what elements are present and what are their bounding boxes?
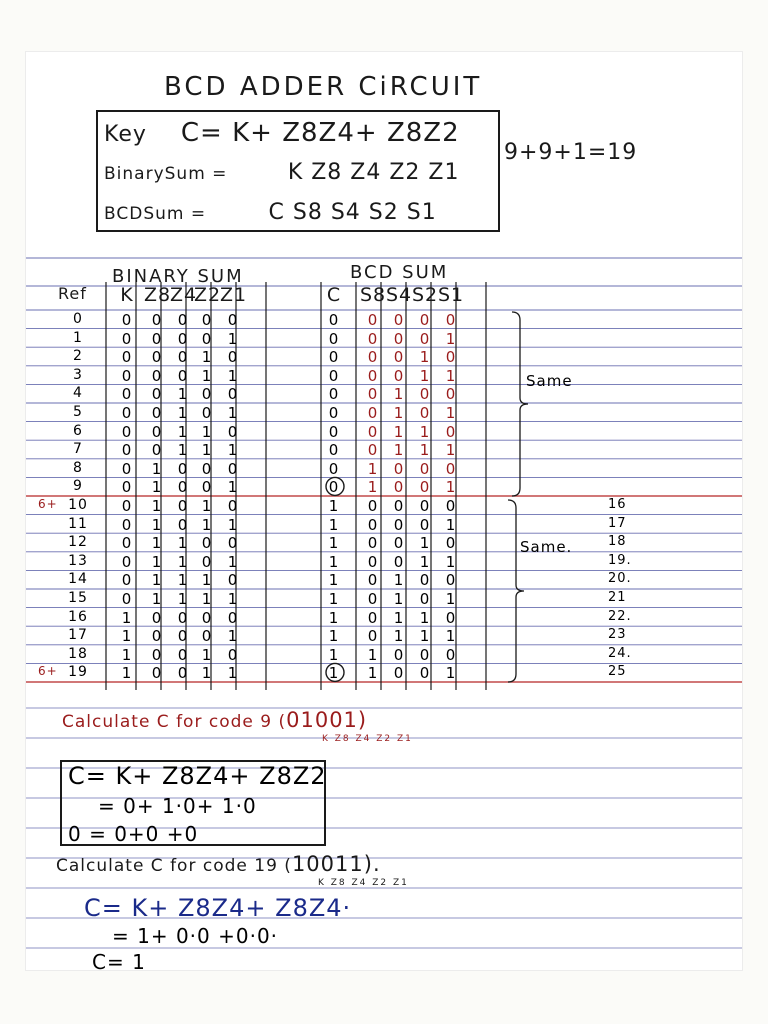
bcd-bit-s1: 1 — [445, 664, 457, 683]
binary-bit-z2: 1 — [201, 441, 213, 460]
binary-bit-z8: 1 — [151, 478, 163, 497]
calc-code19-code: 10011 — [291, 852, 364, 876]
calc-code9-line3: 0 = 0+0 +0 — [68, 822, 199, 846]
bcd-bit-s1: 1 — [445, 478, 457, 497]
row-ref: 1 — [73, 329, 83, 346]
bcd-bit-s1: 1 — [445, 441, 457, 460]
decimal-value: 16 — [608, 497, 627, 512]
bcd-bit-c: 0 — [328, 404, 340, 422]
binary-bit-z4: 1 — [177, 552, 189, 571]
binary-bit-k: 0 — [121, 385, 133, 404]
page-title: BCD ADDER CiRCUIT — [164, 72, 483, 102]
binary-bit-k: 0 — [121, 515, 133, 534]
bcd-bit-s4: 1 — [393, 590, 405, 608]
binary-bit-z1: 0 — [227, 385, 239, 404]
binary-bit-z2: 1 — [201, 497, 213, 515]
binary-bit-z4: 0 — [177, 329, 189, 348]
column-header-z8: Z8 — [144, 284, 172, 306]
binary-bit-z4: 1 — [177, 590, 189, 608]
calc-code19-code-sub: K Z8 Z4 Z2 Z1 — [318, 878, 409, 888]
binary-bit-z8: 0 — [151, 627, 163, 646]
row-ref: 14 — [68, 571, 88, 588]
row-prefix: 6+ — [38, 497, 58, 511]
column-header-s8: S8 — [360, 284, 387, 306]
bcd-bit-s8: 0 — [367, 627, 379, 646]
bcd-bit-s8: 0 — [367, 497, 379, 515]
bcd-bit-c: 1 — [328, 571, 340, 590]
bcd-bit-s1: 1 — [445, 515, 457, 534]
binary-bit-z4: 1 — [177, 571, 189, 590]
row-ref: 12 — [68, 534, 88, 551]
row-ref: 13 — [68, 552, 88, 569]
example-equation: 9+9+1=19 — [504, 140, 638, 165]
binary-bit-k: 1 — [121, 645, 133, 664]
binary-bit-z1: 1 — [227, 552, 239, 571]
bcd-bit-s2: 0 — [419, 590, 431, 608]
bcd-bit-s8: 0 — [367, 552, 379, 571]
bcd-bit-c: 0 — [328, 348, 340, 367]
bcd-bit-c: 0 — [328, 478, 340, 497]
bcd-bit-s1: 0 — [445, 645, 457, 664]
bcd-bit-s4: 1 — [393, 441, 405, 460]
bcd-bit-s4: 0 — [393, 664, 405, 683]
bcd-bit-c: 0 — [328, 311, 340, 329]
binary-sum-label: BinarySum = — [104, 164, 228, 184]
bcd-bit-s8: 0 — [367, 348, 379, 367]
binary-bit-z4: 1 — [177, 385, 189, 404]
binary-bit-k: 1 — [121, 608, 133, 627]
bcd-bit-c: 0 — [328, 385, 340, 404]
bcd-bit-s4: 0 — [393, 645, 405, 664]
calc-code9-line1: C= K+ Z8Z4+ Z8Z2 — [68, 762, 327, 790]
row-ref: 15 — [68, 590, 88, 606]
same-label-bottom: Same. — [520, 538, 573, 556]
calc-code9-text: Calculate C for code 9 ( — [62, 712, 287, 732]
bcd-bit-s1: 0 — [445, 311, 457, 329]
binary-bit-z4: 1 — [177, 404, 189, 422]
binary-bit-z1: 1 — [227, 590, 239, 608]
binary-bit-z4: 0 — [177, 348, 189, 367]
binary-bit-z2: 1 — [201, 422, 213, 441]
bcd-bit-s4: 0 — [393, 478, 405, 497]
bcd-bit-s4: 0 — [393, 515, 405, 534]
column-header-z1: Z1 — [220, 284, 248, 306]
binary-bit-z8: 1 — [151, 497, 163, 515]
bcd-bit-s2: 1 — [419, 608, 431, 627]
column-header-s2: S2 — [412, 284, 439, 306]
binary-bit-z8: 1 — [151, 534, 163, 553]
binary-bit-k: 0 — [121, 478, 133, 497]
binary-bit-z1: 1 — [227, 515, 239, 534]
binary-bit-z4: 0 — [177, 645, 189, 664]
row-ref: 19 — [68, 664, 88, 681]
bcd-bit-s8: 1 — [367, 478, 379, 497]
binary-bit-z8: 0 — [151, 329, 163, 348]
bcd-bit-s1: 1 — [445, 366, 457, 385]
bcd-bit-s4: 1 — [393, 404, 405, 422]
binary-bit-z2: 1 — [201, 645, 213, 664]
bcd-bit-c: 1 — [328, 515, 340, 534]
bcd-bit-s8: 0 — [367, 311, 379, 329]
calc-code19-line2: = 1+ 0·0 +0·0· — [112, 924, 279, 948]
bcd-bit-s8: 1 — [367, 664, 379, 683]
binary-sum-header: BINARY SUM — [112, 266, 244, 287]
binary-bit-z1: 0 — [227, 497, 239, 515]
binary-bit-z2: 0 — [201, 552, 213, 571]
binary-bit-z8: 0 — [151, 422, 163, 441]
binary-bit-z1: 0 — [227, 311, 239, 329]
bcd-bit-s4: 1 — [393, 627, 405, 646]
row-ref: 16 — [68, 608, 88, 625]
bcd-bit-s2: 1 — [419, 441, 431, 460]
bcd-bit-s4: 0 — [393, 552, 405, 571]
column-header-z4: Z4 — [170, 284, 198, 306]
calc-code19-line1: C= K+ Z8Z4+ Z8Z4· — [84, 894, 352, 922]
binary-bit-k: 0 — [121, 422, 133, 441]
calc-code19-text: Calculate C for code 19 ( — [56, 856, 292, 876]
bcd-bit-s8: 1 — [367, 459, 379, 478]
calc-code19-heading — [56, 852, 409, 888]
bcd-sum-header: BCD SUM — [350, 262, 449, 283]
column-header-s1: S1 — [438, 284, 465, 306]
bcd-bit-s2: 0 — [419, 478, 431, 497]
binary-bit-z4: 0 — [177, 366, 189, 385]
binary-bit-z4: 1 — [177, 534, 189, 553]
same-brace-bottom — [508, 500, 524, 682]
binary-bit-z2: 0 — [201, 534, 213, 553]
bcd-bit-s4: 1 — [393, 571, 405, 590]
row-ref: 4 — [73, 385, 83, 402]
binary-bit-z2: 1 — [201, 590, 213, 608]
bcd-bit-c: 0 — [328, 329, 340, 348]
bcd-bit-s2: 1 — [419, 534, 431, 553]
bcd-bit-s1: 1 — [445, 329, 457, 348]
decimal-value: 18 — [608, 534, 627, 550]
column-header-k: K — [120, 284, 134, 306]
binary-bit-z4: 1 — [177, 441, 189, 460]
bcd-bit-s4: 0 — [393, 311, 405, 329]
calc-code9-heading — [62, 708, 413, 744]
bcd-bit-s1: 1 — [445, 590, 457, 608]
column-header-ref: Ref — [58, 284, 87, 303]
bcd-bit-c: 1 — [328, 497, 340, 515]
binary-bit-z1: 0 — [227, 608, 239, 627]
binary-bit-z1: 1 — [227, 478, 239, 497]
bcd-bit-c: 1 — [328, 645, 340, 664]
bcd-bit-s2: 1 — [419, 627, 431, 646]
bcd-bit-s1: 1 — [445, 552, 457, 571]
bcd-bit-s8: 0 — [367, 329, 379, 348]
row-ref: 5 — [73, 404, 83, 420]
bcd-bit-s4: 0 — [393, 534, 405, 553]
binary-bit-z1: 1 — [227, 366, 239, 385]
bcd-bit-c: 1 — [328, 627, 340, 646]
row-ref: 18 — [68, 645, 88, 662]
binary-bit-k: 0 — [121, 459, 133, 478]
decimal-value: 17 — [608, 515, 627, 531]
bcd-bit-s1: 0 — [445, 422, 457, 441]
bcd-bit-s8: 0 — [367, 404, 379, 422]
binary-bit-z2: 1 — [201, 571, 213, 590]
bcd-bit-s1: 0 — [445, 571, 457, 590]
row-ref: 9 — [73, 478, 83, 495]
bcd-bit-s4: 0 — [393, 348, 405, 367]
binary-bit-z1: 1 — [227, 404, 239, 422]
column-header-z2: Z2 — [194, 284, 222, 306]
same-label-top: Same — [526, 372, 573, 390]
binary-bit-z2: 0 — [201, 459, 213, 478]
binary-bit-z4: 0 — [177, 311, 189, 329]
bcd-bit-s8: 0 — [367, 590, 379, 608]
binary-bit-k: 0 — [121, 534, 133, 553]
bcd-bit-s2: 0 — [419, 664, 431, 683]
bcd-bit-s4: 0 — [393, 366, 405, 385]
binary-bit-k: 0 — [121, 348, 133, 367]
binary-bit-z8: 1 — [151, 571, 163, 590]
binary-bit-z8: 1 — [151, 590, 163, 608]
bcd-bit-c: 1 — [328, 552, 340, 571]
bcd-bit-s2: 1 — [419, 422, 431, 441]
bcd-bit-s2: 1 — [419, 348, 431, 367]
bcd-bit-c: 0 — [328, 441, 340, 460]
binary-bit-k: 0 — [121, 571, 133, 590]
binary-bit-z1: 1 — [227, 664, 239, 683]
binary-bit-z8: 0 — [151, 385, 163, 404]
bcd-bit-s1: 0 — [445, 385, 457, 404]
calc-code19-close: ). — [363, 852, 381, 876]
column-header-c: C — [326, 284, 342, 306]
bcd-bit-s2: 1 — [419, 552, 431, 571]
bcd-bit-s8: 0 — [367, 515, 379, 534]
bcd-bit-s1: 0 — [445, 534, 457, 553]
bcd-sum-label: BCDSum = — [104, 204, 207, 224]
bcd-bit-s8: 0 — [367, 534, 379, 553]
binary-bit-z8: 1 — [151, 552, 163, 571]
bcd-bit-s2: 0 — [419, 459, 431, 478]
bcd-bit-s8: 0 — [367, 608, 379, 627]
bcd-bit-s8: 1 — [367, 645, 379, 664]
calc-code9-code-sub: K Z8 Z4 Z2 Z1 — [322, 734, 413, 744]
binary-bit-z1: 0 — [227, 459, 239, 478]
binary-bit-z2: 0 — [201, 608, 213, 627]
bcd-bit-s2: 0 — [419, 404, 431, 422]
binary-bit-z2: 0 — [201, 478, 213, 497]
bcd-bit-c: 1 — [328, 590, 340, 608]
decimal-value: 25 — [608, 664, 627, 680]
bcd-bit-s2: 0 — [419, 515, 431, 534]
binary-bit-z2: 0 — [201, 627, 213, 646]
bcd-bit-c: 1 — [328, 664, 340, 683]
bcd-bit-s2: 0 — [419, 329, 431, 348]
binary-bit-k: 1 — [121, 664, 133, 683]
binary-bit-z2: 0 — [201, 311, 213, 329]
binary-bit-z4: 0 — [177, 478, 189, 497]
bcd-bit-s1: 0 — [445, 497, 457, 515]
row-ref: 3 — [73, 366, 83, 383]
bcd-bit-s8: 0 — [367, 422, 379, 441]
binary-bit-z1: 0 — [227, 422, 239, 441]
bcd-bit-s4: 0 — [393, 329, 405, 348]
binary-bit-z2: 1 — [201, 515, 213, 534]
row-prefix: 6+ — [38, 664, 58, 679]
bcd-bit-s8: 0 — [367, 366, 379, 385]
bcd-bit-c: 1 — [328, 608, 340, 627]
bcd-bit-s1: 1 — [445, 627, 457, 646]
binary-bit-z2: 1 — [201, 664, 213, 683]
decimal-value: 24. — [608, 645, 632, 661]
binary-bit-z4: 0 — [177, 608, 189, 627]
binary-bit-z1: 0 — [227, 571, 239, 590]
bcd-bit-s2: 0 — [419, 645, 431, 664]
binary-bit-k: 0 — [121, 366, 133, 385]
binary-bit-z8: 0 — [151, 664, 163, 683]
bcd-bit-s2: 0 — [419, 571, 431, 590]
calc-code9-code: 01001 — [286, 708, 358, 732]
binary-bit-z1: 1 — [227, 329, 239, 348]
binary-bit-k: 1 — [121, 627, 133, 646]
calc-code9-line2: = 0+ 1·0+ 1·0 — [98, 794, 257, 818]
binary-bit-k: 0 — [121, 552, 133, 571]
bcd-bit-s1: 1 — [445, 404, 457, 422]
binary-bit-z2: 1 — [201, 366, 213, 385]
binary-bit-z4: 0 — [177, 515, 189, 534]
decimal-value: 21 — [608, 590, 627, 605]
binary-bit-z8: 0 — [151, 311, 163, 329]
decimal-value: 22. — [608, 608, 632, 624]
bcd-bit-s2: 0 — [419, 311, 431, 329]
binary-bit-z8: 1 — [151, 459, 163, 478]
binary-bit-k: 0 — [121, 441, 133, 460]
bcd-bit-s8: 0 — [367, 385, 379, 404]
binary-bit-z1: 1 — [227, 627, 239, 646]
bcd-bit-s4: 1 — [393, 385, 405, 404]
binary-bit-z4: 0 — [177, 627, 189, 646]
binary-bit-z4: 1 — [177, 422, 189, 441]
bcd-bit-c: 0 — [328, 459, 340, 478]
bcd-bit-s2: 1 — [419, 366, 431, 385]
binary-bit-z8: 1 — [151, 515, 163, 534]
row-ref: 2 — [73, 348, 83, 365]
binary-bit-z4: 0 — [177, 459, 189, 478]
decimal-value: 23 — [608, 627, 627, 643]
bcd-bit-s2: 0 — [419, 497, 431, 515]
binary-bit-k: 0 — [121, 590, 133, 608]
binary-bit-z1: 0 — [227, 645, 239, 664]
bcd-bit-s4: 0 — [393, 459, 405, 478]
same-brace-top — [512, 312, 528, 496]
bcd-bit-s4: 0 — [393, 497, 405, 515]
calc-code19-line3: C= 1 — [92, 950, 146, 970]
bcd-bit-c: 1 — [328, 534, 340, 553]
binary-bit-z8: 0 — [151, 404, 163, 422]
binary-bit-z8: 0 — [151, 366, 163, 385]
bcd-bit-s2: 0 — [419, 385, 431, 404]
decimal-value: 20. — [608, 571, 632, 587]
binary-bit-z1: 0 — [227, 348, 239, 367]
row-ref: 6 — [73, 422, 83, 439]
binary-bit-k: 0 — [121, 311, 133, 329]
binary-bit-k: 0 — [121, 329, 133, 348]
binary-bit-z4: 0 — [177, 497, 189, 515]
bcd-bit-s4: 1 — [393, 608, 405, 627]
bcd-bit-s1: 0 — [445, 348, 457, 367]
row-ref: 10 — [68, 497, 88, 513]
binary-bit-z2: 0 — [201, 404, 213, 422]
binary-bit-z8: 0 — [151, 348, 163, 367]
calc-code9-close: ) — [357, 708, 368, 732]
binary-bit-z8: 0 — [151, 645, 163, 664]
binary-sum-value: K Z8 Z4 Z2 Z1 — [287, 160, 460, 185]
row-ref: 11 — [68, 515, 88, 532]
notebook-page — [26, 52, 742, 970]
binary-bit-z8: 0 — [151, 441, 163, 460]
bcd-bit-c: 0 — [328, 422, 340, 441]
key-label: Key — [104, 122, 147, 147]
row-ref: 0 — [73, 311, 83, 327]
binary-bit-z2: 0 — [201, 385, 213, 404]
binary-bit-k: 0 — [121, 497, 133, 515]
binary-bit-z2: 1 — [201, 348, 213, 367]
bcd-sum-value: C S8 S4 S2 S1 — [268, 200, 437, 225]
key-formula: C= K+ Z8Z4+ Z8Z2 — [180, 118, 460, 148]
binary-bit-z4: 0 — [177, 664, 189, 683]
bcd-bit-s1: 0 — [445, 608, 457, 627]
bcd-bit-s8: 0 — [367, 571, 379, 590]
column-header-s4: S4 — [386, 284, 413, 306]
decimal-value: 19. — [608, 552, 632, 568]
bcd-bit-c: 0 — [328, 366, 340, 385]
binary-bit-k: 0 — [121, 404, 133, 422]
row-ref: 8 — [73, 459, 83, 476]
binary-bit-z1: 1 — [227, 441, 239, 460]
row-ref: 17 — [68, 627, 88, 644]
bcd-bit-s8: 0 — [367, 441, 379, 460]
row-ref: 7 — [73, 441, 83, 458]
bcd-bit-s4: 1 — [393, 422, 405, 441]
binary-bit-z1: 0 — [227, 534, 239, 553]
bcd-bit-s1: 0 — [445, 459, 457, 478]
binary-bit-z2: 0 — [201, 329, 213, 348]
binary-bit-z8: 0 — [151, 608, 163, 627]
